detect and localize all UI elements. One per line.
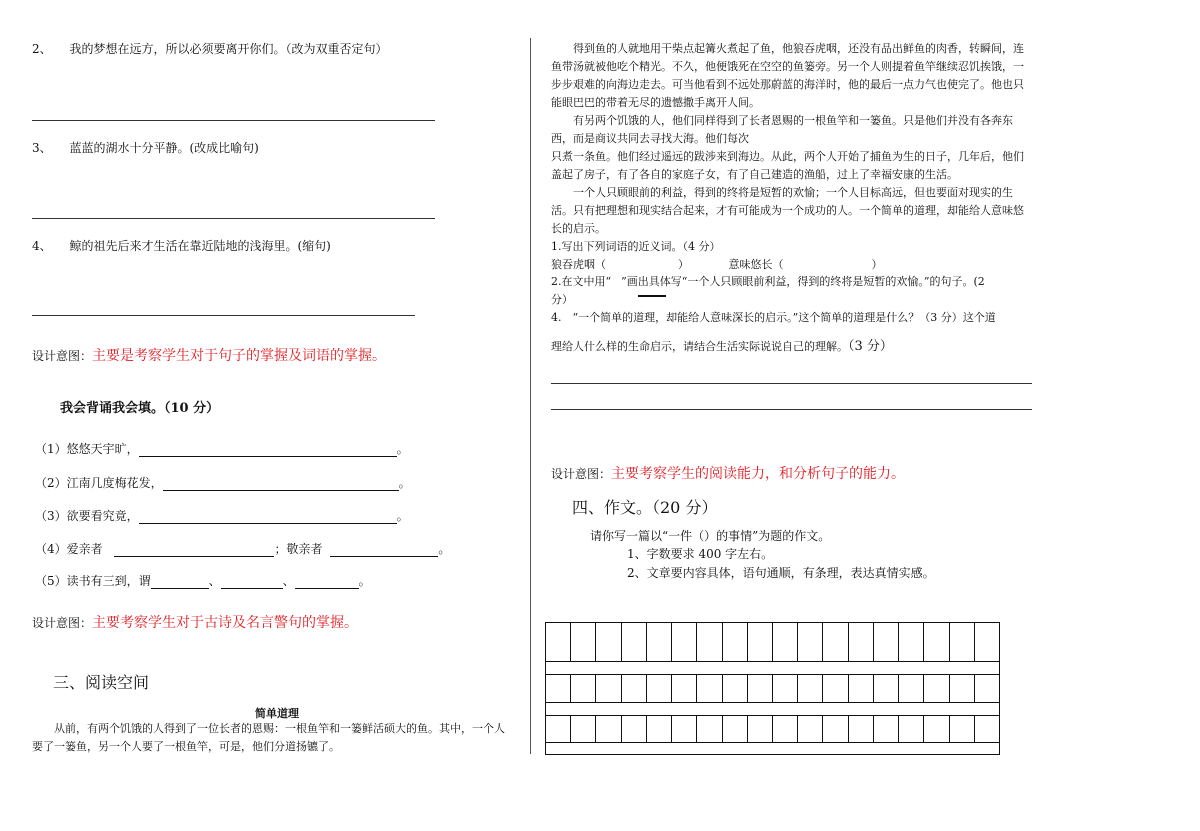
recite-item-3 <box>35 507 409 524</box>
period: 。 <box>438 542 451 556</box>
grid-row[interactable] <box>545 622 1000 662</box>
question-3 <box>32 139 259 156</box>
recite-prompt: （5）读书有三到，谓 <box>35 574 151 588</box>
grid-gap <box>545 662 1000 674</box>
reading-question-2-score: 分） <box>551 293 573 306</box>
design-intent-3 <box>551 463 905 483</box>
grid-row[interactable] <box>545 674 1000 703</box>
fill-blank[interactable] <box>163 478 399 491</box>
recite-prompt: （1）悠悠天宇旷， <box>35 442 139 456</box>
period: 。 <box>396 442 409 456</box>
recite-prompt: （2）江南几度梅花发， <box>35 476 163 490</box>
design-intent-label: 设计意图： <box>32 616 93 630</box>
story-paragraph-3: 有另两个饥饿的人，他们同样得到了长者恩赐的一根鱼竿和一篓鱼。只是他们并没有各奔东西，而是商议共同去寻找大海。他们每次 <box>551 114 1013 145</box>
recite-item-4 <box>35 540 450 557</box>
word-prompt: 意味悠长（ <box>728 258 784 271</box>
story-title: 简单道理 <box>255 707 299 720</box>
design-intent-label: 设计意图： <box>32 349 93 363</box>
question-text: 理给人什么样的生命启示，请结合生活实际说说自己的理解。 <box>551 340 848 353</box>
essay-writing-grid[interactable] <box>545 622 1000 756</box>
question-4 <box>32 237 331 254</box>
story-paragraph-2: 得到鱼的人就地用干柴点起篝火煮起了鱼，他狼吞虎咽，还没有品出鲜鱼的肉香，转瞬间，连鱼带汤就被他吃个精光。不久，他便饿死在空空的鱼篓旁。另一个人则提着鱼竿继续忍饥挨饿，一步步艰难的向海边走去。可当他看到不远处那蔚蓝的海洋时，他的最后一点力气也使完了。他也只能眼巴巴的带着无尽的遗憾撒手离开人间。 <box>551 42 1024 109</box>
story-paragraph-4: 一个人只顾眼前的利益，得到的终将是短暂的欢愉；一个人目标高远，但也要面对现实的生活。只有把理想和现实结合起来，才有可能成为一个成功的人。一个简单的道理，却能给人意味悠长的启示。 <box>551 186 1024 235</box>
fill-blank[interactable] <box>114 544 274 557</box>
story-paragraph-3-cont: 只煮一条鱼。他们经过遥远的跋涉来到海边。从此，两个人开始了捕鱼为生的日子，几年后，他们盖起了房子，有了各自的家庭子女，有了自己建造的渔船，过上了幸福安康的生活。 <box>551 150 1024 181</box>
fill-blank[interactable] <box>295 576 359 589</box>
paren-close: ） <box>871 258 883 271</box>
essay-requirement-1: 1、字数要求 400 字左右。 <box>627 547 774 561</box>
question-number: 3、 <box>32 141 52 155</box>
fill-blank[interactable] <box>151 576 209 589</box>
answer-line[interactable] <box>32 218 435 219</box>
reading-question-1-blanks <box>551 256 883 272</box>
reading-question-4-cont <box>551 335 893 354</box>
recite-item-2 <box>35 474 411 491</box>
design-intent-label: 设计意图： <box>551 467 612 481</box>
grid-gap <box>545 743 1000 755</box>
grid-row[interactable] <box>545 715 1000 743</box>
period: 。 <box>398 476 411 490</box>
recite-item-1 <box>35 440 409 457</box>
story-paragraph-1: 从前，有两个饥饿的人得到了一位长者的恩赐：一根鱼竿和一篓鲜活硕大的鱼。其中，一个人要了一篓鱼，另一个人要了一根鱼竿，可是，他们分道扬镳了。 <box>32 722 505 753</box>
underline-sample <box>638 295 666 297</box>
question-2 <box>32 40 387 57</box>
essay-prompt: 请你写一篇以“一件（）的事情”为题的作文。 <box>590 529 831 543</box>
recite-prompt: （3）欲要看究竟， <box>35 509 139 523</box>
column-divider <box>530 38 531 754</box>
recite-prompt: （4）爱亲者 <box>35 542 103 556</box>
fill-blank[interactable] <box>139 444 397 457</box>
answer-line[interactable] <box>32 315 415 316</box>
answer-line[interactable] <box>551 383 1032 384</box>
reading-question-2 <box>551 273 985 289</box>
design-intent-text: 主要是考察学生对于句子的掌握及词语的掌握。 <box>92 348 387 364</box>
word-prompt: 狼吞虎咽（ <box>551 258 606 271</box>
separator: 、 <box>282 574 295 588</box>
reading-question-4: 4. “一个简单的道理，却能给人意味深长的启示。”这个简单的道理是什么？（3 分）这个道 <box>551 311 996 324</box>
question-text: 我的梦想在远方，所以必须要离开你们。（改为双重否定句） <box>69 42 388 56</box>
answer-line[interactable] <box>551 409 1032 410</box>
recite-item-5 <box>35 572 371 589</box>
design-intent-1 <box>32 345 386 365</box>
separator: 、 <box>208 574 221 588</box>
reading-question-1: 1.写出下列词语的近义词。（4 分） <box>551 240 721 253</box>
section-4-heading: 四、作文。（20 分） <box>572 498 718 517</box>
paren-close: ） <box>678 258 689 271</box>
period: 。 <box>396 509 409 523</box>
question-number: 2、 <box>32 42 52 56</box>
question-text: ”画出具体写“一个人只顾眼前利益，得到的终将是短暂的欢愉。”的句子。(2 <box>621 275 985 288</box>
design-intent-text: 主要考察学生的阅读能力，和分析句子的能力。 <box>611 466 906 482</box>
design-intent-text: 主要考察学生对于古诗及名言警句的掌握。 <box>92 615 359 631</box>
fill-blank[interactable] <box>139 511 397 524</box>
recite-heading: 我会背诵我会填。（10 分） <box>60 401 220 416</box>
essay-requirement-2: 2、文章要内容具体，语句通顺，有条理，表达真情实感。 <box>627 566 935 580</box>
grid-gap <box>545 703 1000 715</box>
section-3-heading: 三、阅读空间 <box>53 673 150 692</box>
question-text: 蓝蓝的湖水十分平静。(改成比喻句) <box>69 141 259 155</box>
question-number: 4、 <box>32 239 52 253</box>
fill-blank[interactable] <box>221 576 283 589</box>
question-text: 鲸的祖先后来才生活在靠近陆地的浅海里。(缩句) <box>69 239 331 253</box>
design-intent-2 <box>32 612 358 632</box>
recite-prompt: ；敬亲者 <box>274 542 323 556</box>
question-text: 2.在文中用“ <box>551 275 612 288</box>
period: 。 <box>358 574 371 588</box>
score: （3 分） <box>848 339 893 354</box>
answer-line[interactable] <box>32 120 435 121</box>
fill-blank[interactable] <box>330 544 438 557</box>
